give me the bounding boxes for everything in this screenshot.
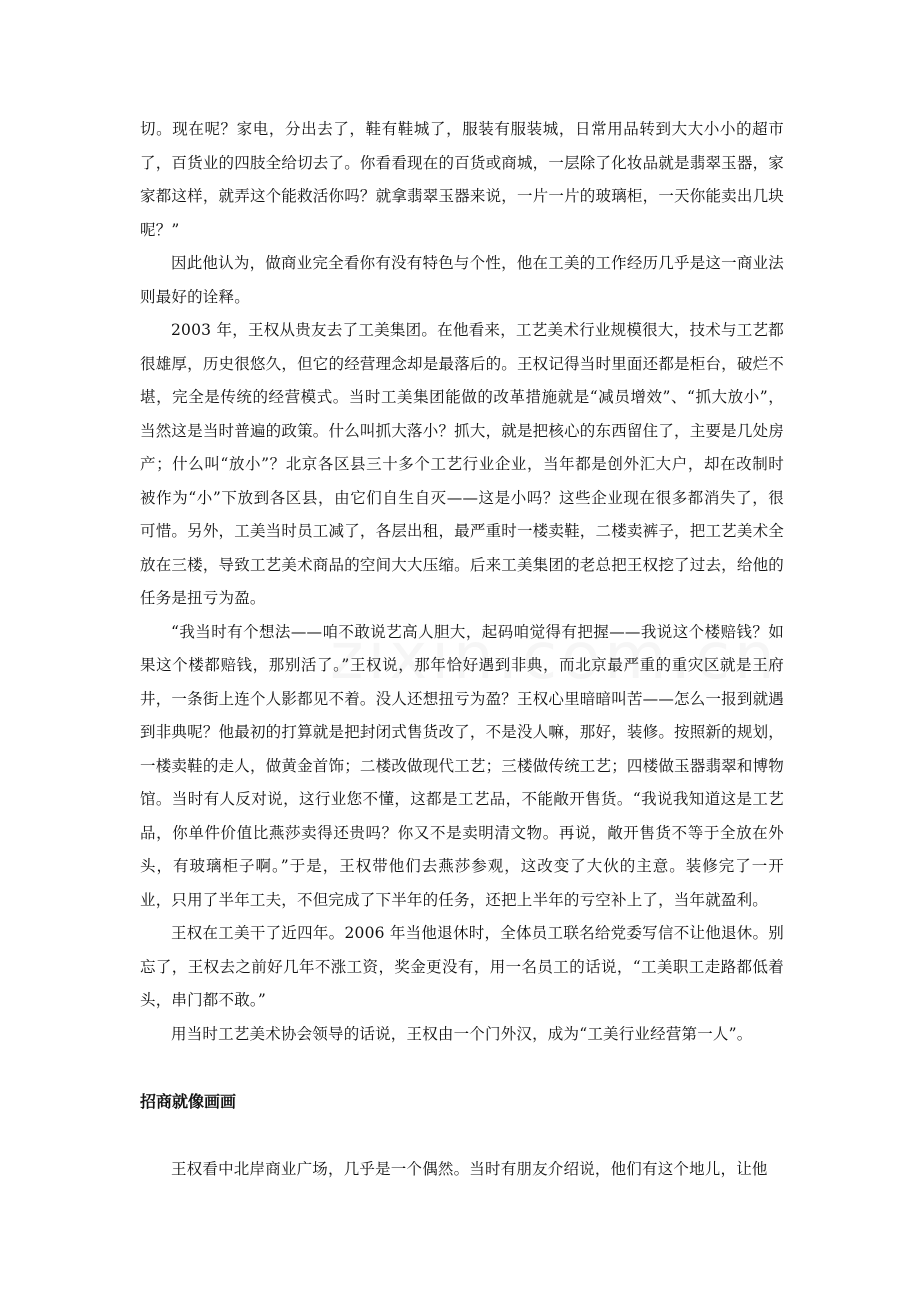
paragraph: 因此他认为，做商业完全看你有没有特色与个性，他在工美的工作经历几乎是这一商业法则最好的诠释。 [140,254,784,306]
heading-spacer [140,1119,784,1153]
section-heading: 招商就像画画 [140,1092,237,1111]
paragraph-continuation: 切。现在呢？家电，分出去了，鞋有鞋城了，服装有服装城，日常用品转到大大小小的超市了，百货业的四肢全给切去了。你看看现在的百货或商城，一层除了化妆品就是翡翠玉器，家家都这样，就弄这个能救活你吗？就拿翡翠玉器来说，一片一片的玻璃柜，一天你能卖出几块呢？” [140,120,784,239]
paragraph: 王权看中北岸商业广场，几乎是一个偶然。当时有朋友介绍说，他们有这个地儿，让他 [171,1160,768,1178]
article-body [140,113,784,1187]
paragraph: 用当时工艺美术协会领导的话说，王权由一个门外汉，成为“工美行业经营第一人”。 [171,1024,753,1043]
paragraph: 王权在工美干了近四年。2006 年当他退休时，全体员工联名给党委写信不让他退休。别忘了，王权去之前好几年不涨工资，奖金更没有，用一名员工的话说，“工美职工走路都低着头，串门都不敢。” [140,924,784,1009]
paragraph: 2003 年，王权从贵友去了工美集团。在他看来，工艺美术行业规模很大，技术与工艺都很雄厚，历史很悠久，但它的经营理念却是最落后的。王权记得当时里面还都是柜台，破烂不堪，完全是传统的经营模式。当时工美集团能做的改革措施就是“减员增效”、“抓大放小”，当然这是当时普遍的政策。什么叫抓大落小？抓大，就是把核心的东西留住了，主要是几处房产；什么叫“放小”？北京各区县三十多个工艺行业企业，当年都是创外汇大户，却在改制时被作为“小”下放到各区县，由它们自生自灭——这是小吗？这些企业现在很多都消失了，很可惜。另外，工美当时员工减了，各层出租，最严重时一楼卖鞋，二楼卖裤子，把工艺美术全放在三楼，导致工艺美术商品的空间大大压缩。后来工美集团的老总把王权挖了过去，给他的任务是扭亏为盈。 [140,321,784,607]
paragraph: “我当时有个想法——咱不敢说艺高人胆大，起码咱觉得有把握——我说这个楼赔钱？如果这个楼都赔钱，那别活了。”王权说，那年恰好遇到非典，而北京最严重的重灾区就是王府井，一条街上连个人影都见不着。没人还想扭亏为盈？王权心里暗暗叫苦——怎么一报到就遇到非典呢？他最初的打算就是把封闭式售货改了，不是没人嘛，那好，装修。按照新的规划，一楼卖鞋的走人，做黄金首饰；二楼改做现代工艺；三楼做传统工艺；四楼做玉器翡翠和博物馆。当时有人反对说，这行业您不懂，这都是工艺品，不能敞开售货。“我说我知道这是工艺品，你单件价值比燕莎卖得还贵吗？你又不是卖明清文物。再说，敞开售货不等于全放在外头，有玻璃柜子啊。”于是，王权带他们去燕莎参观，这改变了大伙的主意。装修完了一开业，只用了半年工夫，不但完成了下半年的任务，还把上半年的亏空补上了，当年就盈利。 [140,622,784,909]
